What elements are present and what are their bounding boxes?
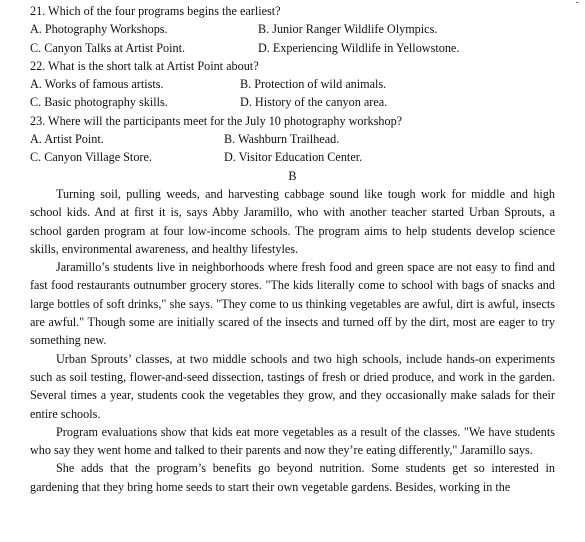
question-21-options-row-1: [30, 20, 585, 38]
question-23-option-b: B. Washburn Trailhead.: [224, 132, 340, 147]
question-23-options-row-1: [30, 130, 585, 148]
page-edge-mark: -: [575, 0, 579, 8]
question-22-option-a: A. Works of famous artists.: [30, 77, 164, 92]
question-21-option-d: D. Experiencing Wildlife in Yellowstone.: [258, 40, 460, 55]
question-22-option-c: C. Basic photography skills.: [30, 95, 168, 110]
passage-paragraph-2: Jaramillo’s students live in neighborhoods where fresh food and green space are not easy to find and fast food restaurants outnumber grocery stores. "The kids literally come to school with bags of snacks and large bottles of soft drinks," she says. "They come to us thinking vegetables are awful, dirt is awful, insects are awful." Though some are initially scared of the insects and turned off by the dirt, most are eager to try something new.: [30, 260, 555, 348]
passage-paragraph-1: Turning soil, pulling weeds, and harvesting cabbage sound like tough work for middle and high school kids. And at first it is, says Abby Jaramillo, who with another teacher started Urban Sprouts, a school garden program at four low-income schools. The program aims to help students develop science skills, environmental awareness, and healthy lifestyles.: [30, 186, 555, 256]
passage-paragraph-5: She adds that the program’s benefits go beyond nutrition. Some students get so interested in gardening that they bring home seeds to start their own vegetable gardens. Besides, working in the: [30, 461, 555, 494]
passage-paragraph-3: Urban Sprouts’ classes, at two middle schools and two high schools, include hands-on experiments such as soil testing, flower-and-seed dissection, tastings of fresh or dried produce, and work in the garden. Several times a year, students cook the vegetables they grow, and they occasionally make salads for their entire schools.: [30, 351, 555, 421]
question-21-stem: 21. Which of the four programs begins the earliest?: [30, 4, 281, 18]
section-label: B: [288, 168, 297, 183]
question-23-option-a: A. Artist Point.: [30, 132, 104, 147]
question-23-option-d: D. Visitor Education Center.: [224, 150, 363, 165]
question-21-options-row-2: [30, 39, 585, 57]
question-22-option-d: D. History of the canyon area.: [240, 95, 388, 110]
question-23-option-c: C. Canyon Village Store.: [30, 150, 152, 165]
question-21-option-a: A. Photography Workshops.: [30, 22, 168, 37]
question-23-stem: 23. Where will the participants meet for the July 10 photography workshop?: [30, 113, 403, 128]
question-22-options-row-2: [30, 93, 585, 111]
question-21-option-c: C. Canyon Talks at Artist Point.: [30, 40, 185, 55]
question-23-options-row-2: [30, 148, 585, 166]
question-22-stem: 22. What is the short talk at Artist Point about?: [30, 58, 259, 73]
question-22-option-b: B. Protection of wild animals.: [240, 77, 387, 92]
question-21-option-b: B. Junior Ranger Wildlife Olympics.: [258, 22, 438, 37]
passage-paragraph-4: Program evaluations show that kids eat more vegetables as a result of the classes. "We have students who say they went home and talked to their parents and now they’re eating differently," Jaramillo says.: [30, 424, 555, 458]
question-22-options-row-1: [30, 75, 585, 93]
